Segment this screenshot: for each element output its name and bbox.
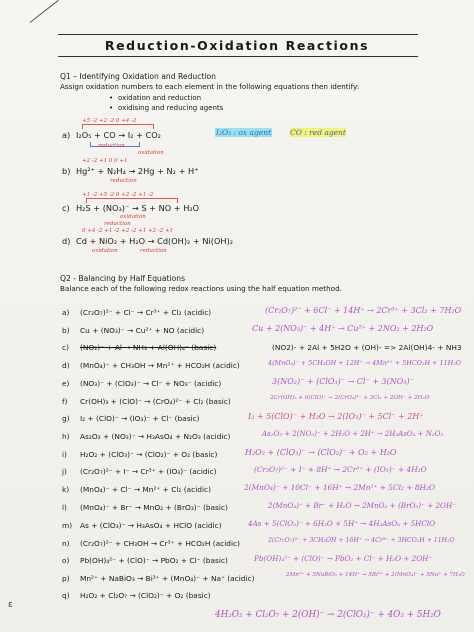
q2-row-p: p) Mn²⁺ + NaBiO₃ → Bi³⁺ + (MnO₄)⁻ + Na⁺ (acidic)	[62, 574, 255, 583]
q1-eq-a: I₂O₅ + CO → I₂ + CO₂	[76, 130, 161, 140]
q1-label-c: c)	[62, 203, 70, 213]
q2-eq-i: H₂O₂ + (ClO₃)⁻ → (ClO₂)⁻ + O₂ (basic)	[80, 450, 218, 459]
title-rule-top	[58, 34, 418, 35]
q2-eq-o: Pb(OH)₄²⁻ + (ClO)⁻ → PbO₂ + Cl⁻ (basic)	[80, 556, 228, 565]
q2-eq-b: Cu + (NO₃)⁻ → Cu²⁺ + NO (acidic)	[80, 326, 205, 335]
q2-answer-b: Cu + 2(NO₃)⁻ + 4H⁺ → Cu²⁺ + 2NO₂ + 2H₂O	[252, 324, 434, 333]
a-ox-agent-note: I₂O₅ : ox agent	[216, 128, 272, 137]
corner-pen-mark	[30, 0, 59, 23]
q2-answer-i: H₂O₂ + (ClO₃)⁻ → (ClO₂)⁻ + O₂ + H₂O	[245, 448, 397, 457]
ox-numbers-b: +2 -2 +1 0 0 +1	[82, 158, 128, 164]
q1-row-c	[62, 203, 199, 213]
q1-bullet-1: • oxidation and reduction	[118, 94, 201, 102]
label-a-oxidation: oxidation	[138, 150, 164, 156]
q2-answer-f: 2Cr(OH)₃ + 6(ClO)⁻ → 2(CrO₄)²⁻ + 3Cl₂ + 2OH⁻ + 2H₂O	[270, 395, 430, 401]
bracket-a-top	[82, 124, 154, 129]
ox-numbers-d: 0 +4 -2 +1 -2 +2 -2 +1 +2 -2 +1	[82, 228, 174, 234]
q1-row-d	[62, 236, 233, 246]
label-c-oxidation: oxidation	[120, 214, 146, 220]
q2-row-i: i) H₂O₂ + (ClO₃)⁻ → (ClO₂)⁻ + O₂ (basic)	[62, 450, 218, 459]
q1-heading: Q1 – Identifying Oxidation and Reduction	[60, 72, 216, 81]
label-d-oxidation: oxidation	[92, 248, 118, 254]
q2-answer-a: (Cr₂O₇)²⁻ + 6Cl⁻ + 14H⁺ → 2Cr³⁺ + 3Cl₂ + 7H₂O	[265, 306, 462, 315]
q2-eq-e: (NO₃)⁻ + (ClO₃)⁻ → Cl⁻ + NO₃⁻ (acidic)	[80, 379, 222, 388]
q2-answer-o: Pb(OH)₄²⁻ + (ClO)⁻ → PbO₂ + Cl⁻ + H₂O + 2OH⁻	[254, 554, 433, 563]
q2-row-l: l) (MnO₄)⁻ + Br⁻ → MnO₂ + (BrO₃)⁻ (basic)	[62, 503, 228, 512]
q2-row-f: f) Cr(OH)₃ + (ClO)⁻ → (CrO₄)²⁻ + Cl₂ (basic)	[62, 397, 231, 406]
q2-row-j: j) (Cr₂O₇)²⁻ + I⁻ → Cr³⁺ + (IO₃)⁻ (acidic)	[62, 467, 217, 476]
title-rule-bottom	[58, 56, 418, 57]
q2-eq-h: As₂O₃ + (NO₃)⁻ → H₃AsO₄ + N₂O₃ (acidic)	[80, 432, 231, 441]
page-title: Reduction-Oxidation Reactions	[104, 38, 370, 53]
q2-row-g: g) I₂ + (ClO)⁻ → (IO₃)⁻ + Cl⁻ (basic)	[62, 414, 200, 423]
q2-eq-g: I₂ + (ClO)⁻ → (IO₃)⁻ + Cl⁻ (basic)	[80, 414, 200, 423]
q2-row-e: e) (NO₃)⁻ + (ClO₃)⁻ → Cl⁻ + NO₃⁻ (acidic)	[62, 379, 222, 388]
q2-row-q: q) H₂O₂ + Cl₂O₇ → (ClO₂)⁻ + O₂ (basic)	[62, 591, 211, 600]
q2-eq-d: (MnO₄)⁻ + CH₃OH → Mn²⁺ + HCO₂H (acidic)	[80, 361, 240, 370]
q1-eq-c: H₂S + (NO₃)⁻ → S + NO + H₂O	[76, 203, 200, 213]
margin-mark: ɛ	[8, 600, 13, 610]
q2-eq-p: Mn²⁺ + NaBiO₃ → Bi³⁺ + (MnO₄)⁻ + Na⁺ (acidic)	[80, 574, 255, 583]
q1-eq-d: Cd + NiO₂ + H₂O → Cd(OH)₂ + Ni(OH)₂	[76, 236, 234, 246]
ox-numbers-a: +5 -2 +2 -2 0 +4 -2	[82, 118, 137, 124]
q2-answer-k: 2(MnO₄)⁻ + 10Cl⁻ + 16H⁺ → 2Mn²⁺ + 5Cl₂ + 8H₂O	[244, 483, 435, 492]
q2-row-d: d) (MnO₄)⁻ + CH₃OH → Mn²⁺ + HCO₂H (acidic)	[62, 361, 240, 370]
q1-label-d: d)	[62, 236, 71, 246]
q2-answer-j: (Cr₂O₇)²⁻ + I⁻ + 8H⁺ → 2Cr³⁺ + (IO₃)⁻ + 4H₂O	[254, 465, 427, 474]
ox-numbers-c: +1 -2 +5 -2 0 +2 -2 +1 -2	[82, 192, 154, 198]
q2-answer-e: 3(NO₂)⁻ + (ClO₃)⁻ → Cl⁻ + 3(NO₃)⁻	[272, 377, 414, 386]
q2-row-c: c) (NO₂)⁻ + Al → NH₃ + Al(OH)₄⁻ (basic)	[62, 343, 217, 352]
q2-answer-n: 2(Cr₂O₇)²⁻ + 3CH₃OH + 16H⁺ → 4Cr³⁺ + 3HCO₂H + 11H₂O	[268, 537, 455, 544]
q1-eq-b: Hg²⁺ + N₂H₄ → 2Hg + N₂ + H⁺	[76, 166, 199, 176]
q2-answer-g: I₂ + 5(ClO)⁻ + H₂O → 2(IO₃)⁻ + 5Cl⁻ + 2H⁺	[248, 412, 424, 421]
q2-answer-m: 4As + 5(ClO₃)⁻ + 6H₂O + 5H⁺ → 4H₃AsO₄ + 5HClO	[248, 519, 436, 528]
q2-instruction: Balance each of the following redox reactions using the half equation method.	[60, 284, 342, 293]
q2-answer-c: (NO2)- + 2Al + 5H2O + (OH)- => 2Al(OH)4- + NH3	[272, 343, 462, 352]
q2-row-h: h) As₂O₃ + (NO₃)⁻ → H₃AsO₄ + N₂O₃ (acidic)	[62, 432, 231, 441]
q2-answer-p: 2Mn²⁺ + 5NaBiO₃ + 14H⁺ → 5Bi³⁺ + 2(MnO₄)⁻ + 5Na⁺ + 7H₂O	[286, 572, 465, 578]
q2-answer-d: 4(MnO₄)⁻ + 5CH₃OH + 12H⁺ → 4Mn²⁺ + 5HCO₂H + 11H₂O	[268, 359, 462, 367]
label-a-reduction: reduction	[98, 143, 125, 149]
q2-answer-l: 2(MnO₄)⁻ + Br⁻ + H₂O → 2MnO₂ + (BrO₃)⁻ + 2OH⁻	[268, 501, 457, 510]
q1-bullet-2: • oxidising and reducing agents	[118, 104, 223, 112]
q2-row-n: n) (Cr₂O₇)²⁻ + CH₃OH → Cr³⁺ + HCO₂H (acidic)	[62, 539, 240, 548]
q2-eq-k: (MnO₄)⁻ + Cl⁻ → Mn²⁺ + Cl₂ (acidic)	[80, 485, 211, 494]
label-b-reduction: reduction	[110, 178, 137, 184]
q2-eq-q: H₂O₂ + Cl₂O₇ → (ClO₂)⁻ + O₂ (basic)	[80, 591, 211, 600]
label-c-reduction: reduction	[104, 221, 131, 227]
q1-label-b: b)	[62, 166, 71, 176]
q2-heading: Q2 - Balancing by Half Equations	[60, 274, 186, 283]
q2-answer-q: 4H₂O₂ + Cl₂O₇ + 2(OH)⁻ → 2(ClO₂)⁻ + 4O₂ + 5H₂O	[215, 610, 441, 620]
q1-label-a: a)	[62, 130, 71, 140]
q2-eq-a: (Cr₂O₇)²⁻ + Cl⁻ → Cr³⁺ + Cl₂ (acidic)	[80, 308, 212, 317]
q2-eq-m: As + (ClO₃)⁻ → H₃AsO₄ + HClO (acidic)	[80, 521, 222, 530]
q2-eq-c: (NO₂)⁻ + Al → NH₃ + Al(OH)₄⁻ (basic)	[80, 343, 217, 352]
q2-eq-j: (Cr₂O₇)²⁻ + I⁻ → Cr³⁺ + (IO₃)⁻ (acidic)	[80, 467, 217, 476]
q2-row-o: o) Pb(OH)₄²⁻ + (ClO)⁻ → PbO₂ + Cl⁻ (basic)	[62, 556, 228, 565]
label-d-reduction: reduction	[140, 248, 167, 254]
q1-row-a	[62, 130, 161, 140]
q2-answer-h: As₂O₃ + 2(NO₃)⁻ + 2H₂O + 2H⁺ → 2H₃AsO₄ + N₂O₃	[262, 430, 444, 438]
q2-row-b: b) Cu + (NO₃)⁻ → Cu²⁺ + NO (acidic)	[62, 326, 205, 335]
q2-row-a: a) (Cr₂O₇)²⁻ + Cl⁻ → Cr³⁺ + Cl₂ (acidic)	[62, 308, 212, 317]
q2-eq-n: (Cr₂O₇)²⁻ + CH₃OH → Cr³⁺ + HCO₂H (acidic)	[80, 539, 240, 548]
q1-instruction: Assign oxidation numbers to each element in the following equations then identify:	[60, 82, 360, 91]
q2-eq-f: Cr(OH)₃ + (ClO)⁻ → (CrO₄)²⁻ + Cl₂ (basic)	[80, 397, 231, 406]
q2-eq-l: (MnO₄)⁻ + Br⁻ → MnO₂ + (BrO₃)⁻ (basic)	[80, 503, 228, 512]
a-red-agent-note: CO : red agent	[290, 128, 346, 137]
q2-row-m: m) As + (ClO₃)⁻ → H₃AsO₄ + HClO (acidic)	[62, 521, 222, 530]
q2-row-k: k) (MnO₄)⁻ + Cl⁻ → Mn²⁺ + Cl₂ (acidic)	[62, 485, 211, 494]
q1-row-b	[62, 166, 199, 176]
